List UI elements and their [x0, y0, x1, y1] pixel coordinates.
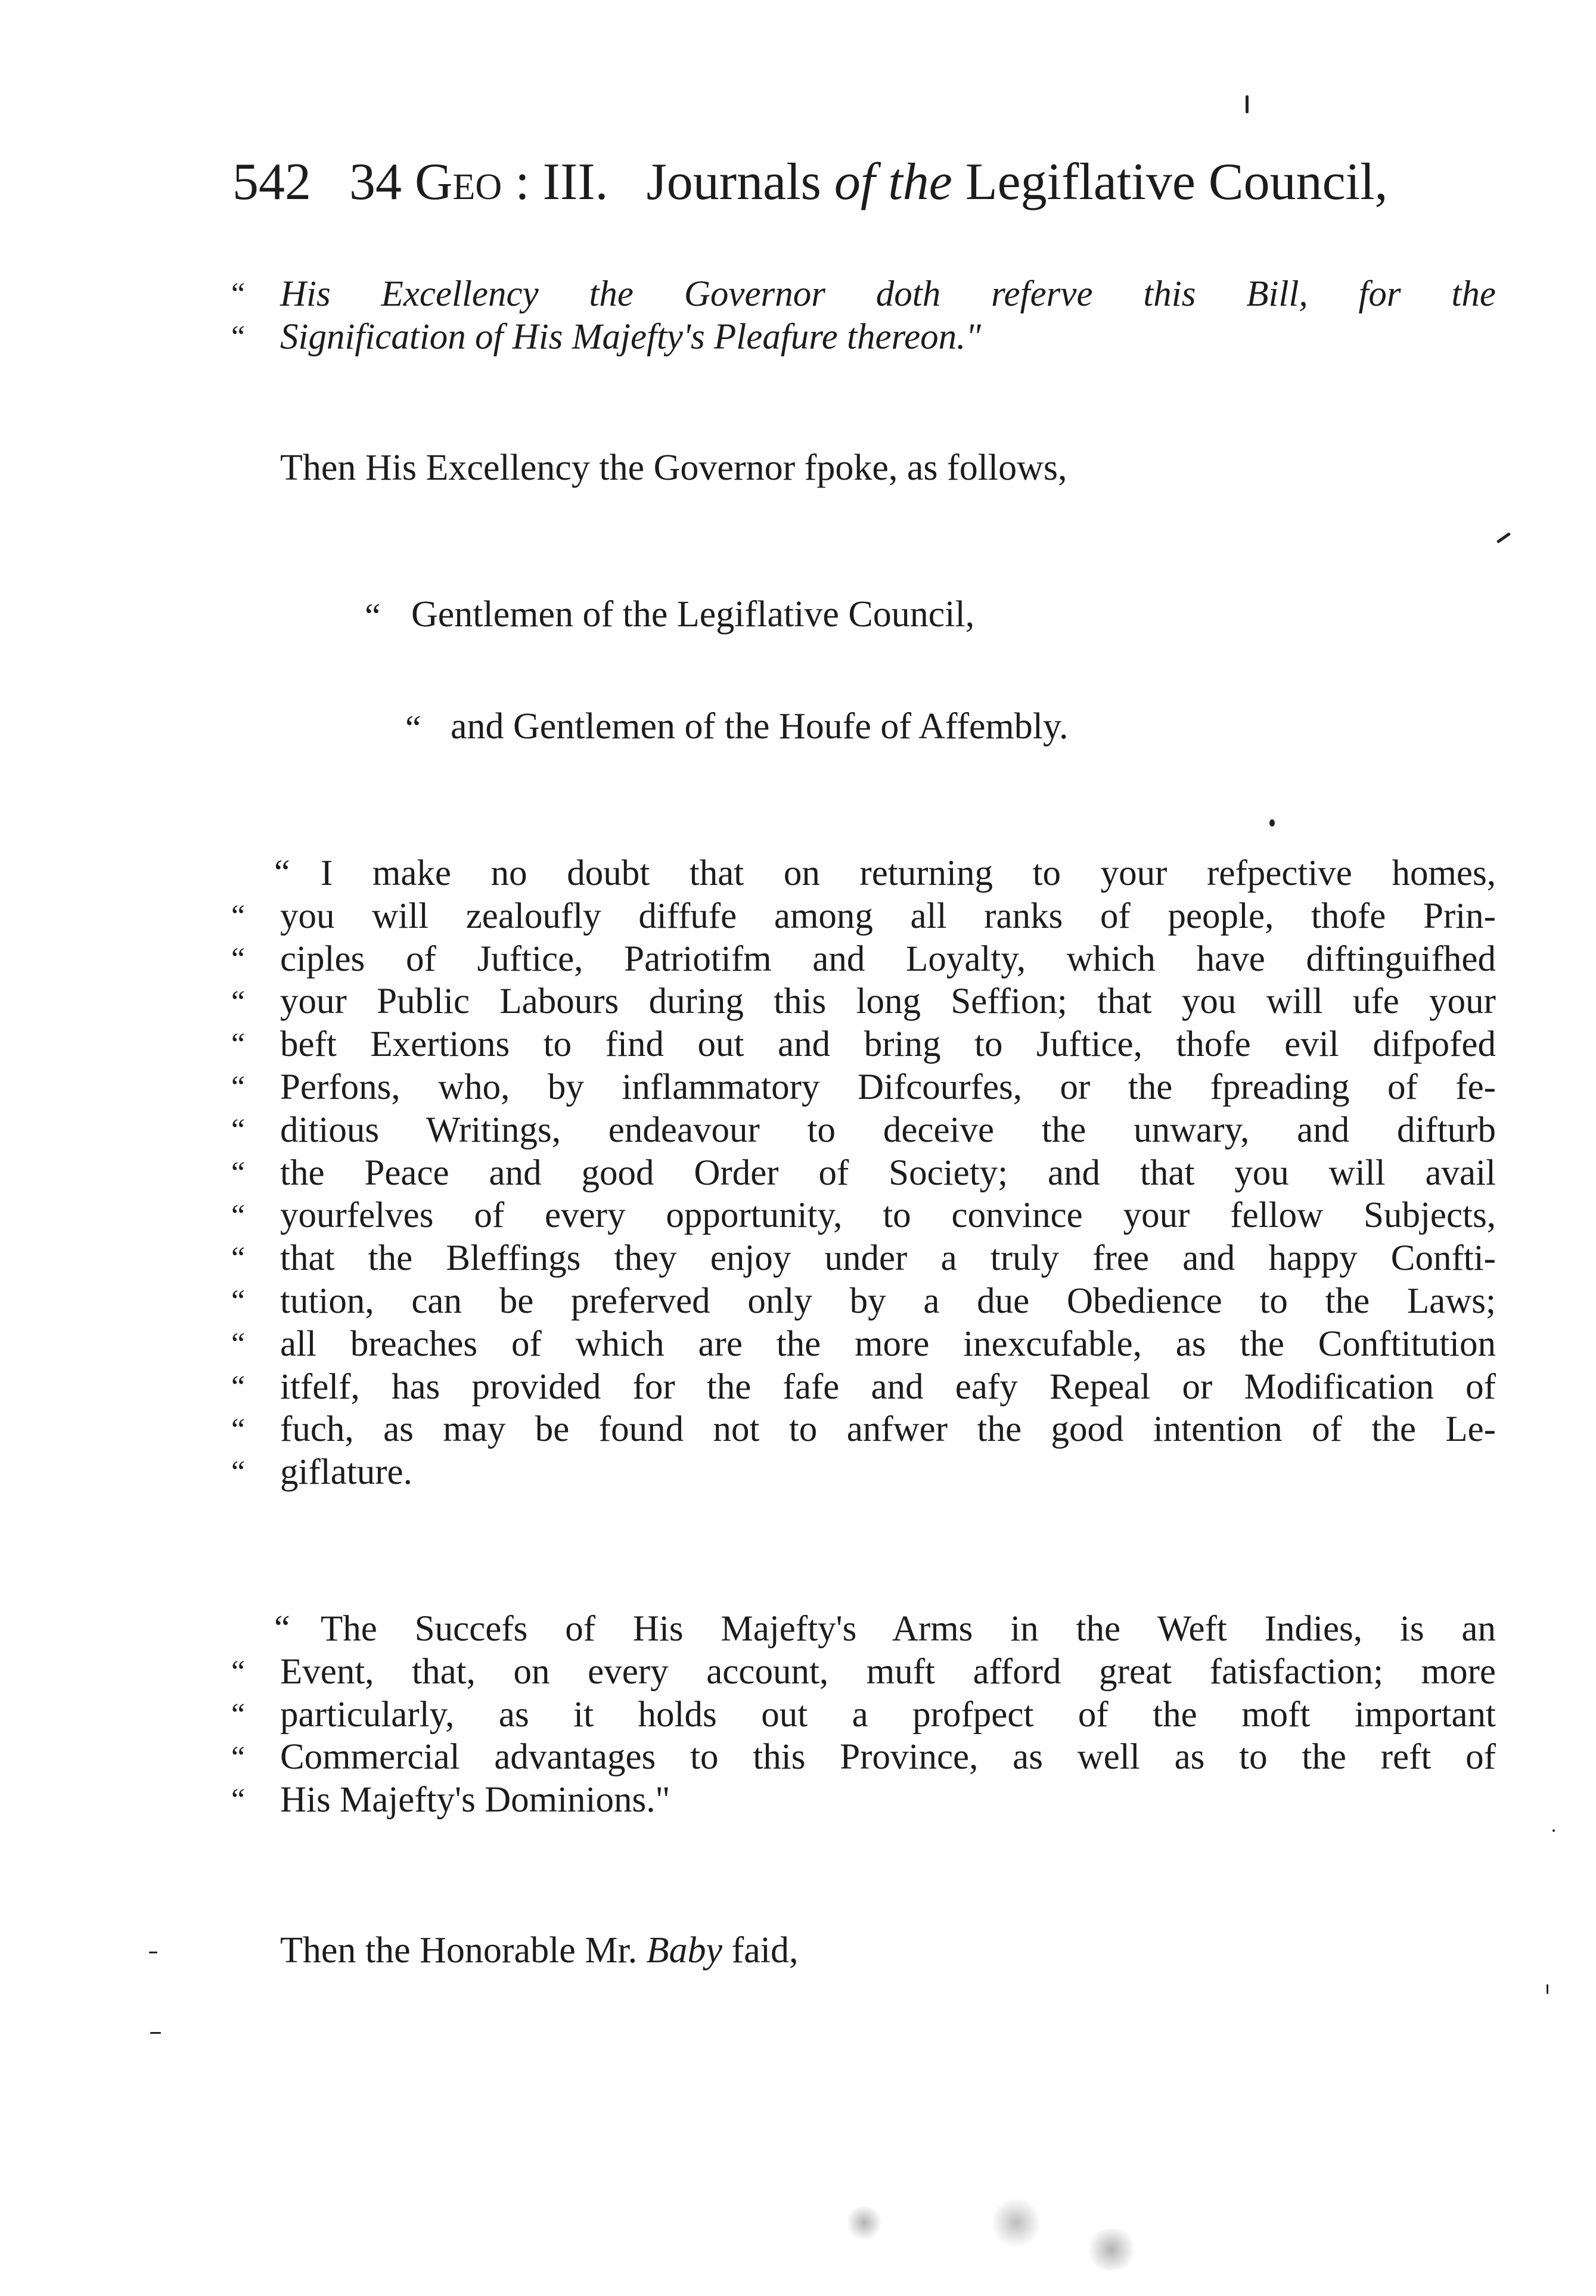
scan-speck	[1552, 1829, 1555, 1832]
salutation-line-1: Gentlemen of the Legiflative Council,	[411, 594, 975, 635]
scan-speck	[149, 1952, 157, 1953]
speech-line: Event, that, on every account, muft afford great fatisfaction; more	[280, 1651, 1496, 1692]
reservation-line: His Excellency the Governor doth referve this Bill, for the	[280, 274, 1496, 314]
speech-line: fuch, as may be found not to anfwer the good intention of the Le-	[280, 1409, 1496, 1450]
speech-line: ciples of Juftice, Patriotifm and Loyalty, which have diftinguifhed	[280, 939, 1496, 979]
para1-opening-quote: “	[274, 853, 290, 892]
speech-line: ditious Writings, endeavour to deceive the unwary, and difturb	[280, 1110, 1496, 1150]
speech-line: Commercial advantages to this Province, as well as to the reft of	[280, 1737, 1496, 1778]
reservation-line: Signification of His Majefty's Pleafure thereon."	[280, 316, 982, 357]
intro-governor: Then His Excellency the Governor fpoke, as follows,	[280, 448, 1067, 488]
speech-line: that the Bleffings they enjoy under a truly free and happy Confti-	[280, 1238, 1496, 1279]
para2-quote-marks: “ “ “ “	[231, 1655, 246, 1817]
speech-line: I make no doubt that on returning to your refpective homes,	[321, 853, 1496, 893]
salutation-line-2: and Gentlemen of the Houfe of Affembly.	[451, 706, 1069, 747]
speech-line: particularly, as it holds out a profpect of the moft important	[280, 1694, 1496, 1735]
journal-title-suffix: Legiflative Council,	[965, 153, 1388, 211]
speech-line: The Succefs of His Majefty's Arms in the Weft Indies, is an	[321, 1609, 1496, 1649]
intro-baby-name: Baby	[646, 1930, 723, 1971]
speech-paragraph-1	[280, 852, 1496, 1494]
speech-line: yourfelves of every opportunity, to convince your fellow Subjects,	[280, 1195, 1496, 1236]
para1-quote-marks: “ “ “ “ “ “ “ “ “ “ “ “ “ “	[231, 899, 246, 1490]
scan-speck	[1269, 819, 1275, 827]
scan-speck	[1246, 95, 1249, 113]
speech-line: beft Exertions to find out and bring to Juftice, thofe evil difpofed	[280, 1024, 1496, 1065]
salutation-quote-mark: “	[365, 596, 381, 636]
para2-opening-quote: “	[274, 1608, 290, 1648]
journal-title-of-the: of the	[834, 153, 952, 211]
speech-line: Perfons, who, by inflammatory Difcourfes, or the fpreading of fe-	[280, 1067, 1496, 1107]
scan-speck	[1547, 1984, 1548, 1994]
speech-paragraph-2	[280, 1608, 1496, 1822]
speech-line: itfelf, has provided for the fafe and eafy Repeal or Modification of	[280, 1366, 1496, 1407]
speech-line: you will zealoufly diffufe among all ranks of people, thofe Prin-	[280, 896, 1496, 936]
speech-line: giflature.	[280, 1452, 412, 1493]
speech-line: your Public Labours during this long Seffion; that you will ufe your	[280, 981, 1496, 1022]
page-header	[232, 152, 1388, 212]
intro-baby-suffix: faid,	[731, 1930, 799, 1971]
journal-title-prefix: Journals	[646, 153, 821, 211]
speech-line: His Majefty's Dominions."	[280, 1780, 670, 1820]
intro-baby-prefix: Then the Honorable Mr.	[280, 1930, 638, 1971]
speech-line: the Peace and good Order of Society; and that you will avail	[280, 1152, 1496, 1193]
scan-speck	[150, 2032, 161, 2034]
page-number: 542	[232, 153, 311, 211]
intro-baby	[280, 1930, 798, 1972]
speech-line: tution, can be preferved only by a due Obedience to the Laws;	[280, 1281, 1496, 1321]
scan-speck	[1496, 532, 1511, 543]
scan-speck	[989, 2199, 1043, 2247]
regnal-year: 34 Geo : III.	[349, 153, 608, 211]
speech-line: all breaches of which are the more inexcufable, as the Conftitution	[280, 1323, 1496, 1364]
scan-speck	[846, 2205, 882, 2241]
reservation-text	[280, 273, 1496, 359]
salutation-quote-mark: “	[405, 709, 421, 748]
reservation-quote-marks: “ “	[231, 277, 246, 354]
scan-speck	[1085, 2229, 1138, 2270]
